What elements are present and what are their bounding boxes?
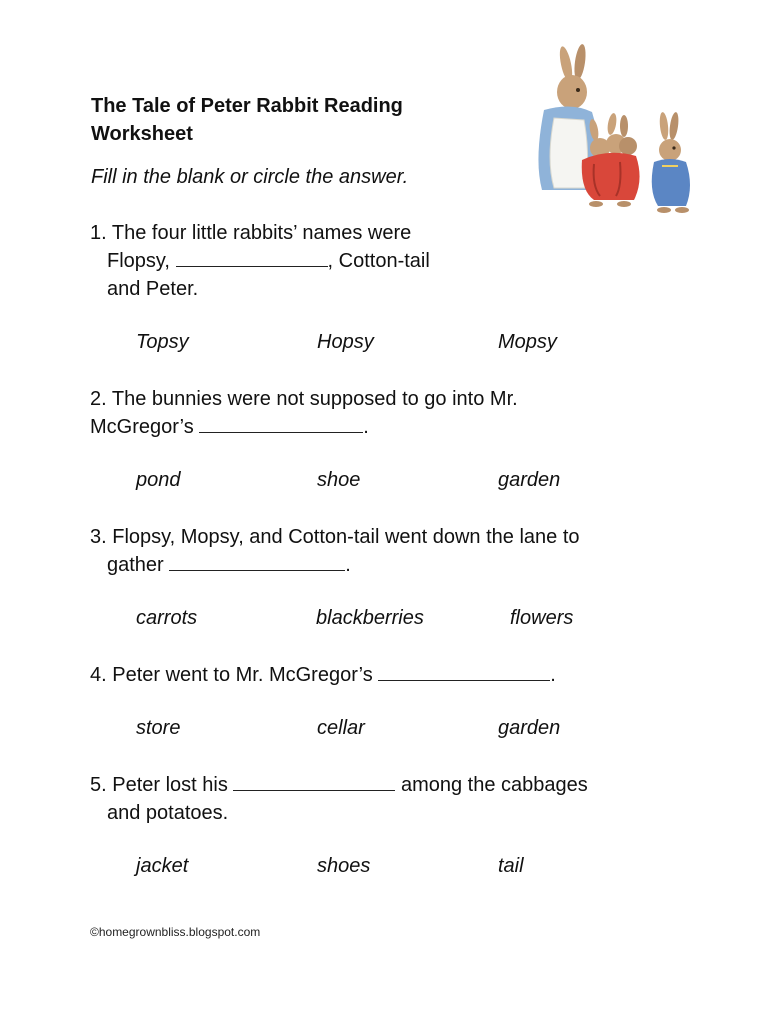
choice-option[interactable]: cellar xyxy=(317,717,365,739)
question-2-choices xyxy=(0,469,768,497)
question-text: . xyxy=(345,554,351,576)
choice-option[interactable]: shoe xyxy=(317,469,361,491)
copyright-footer: ©homegrownbliss.blogspot.com xyxy=(90,925,261,939)
question-text: Flopsy, xyxy=(107,250,170,272)
choice-option[interactable]: garden xyxy=(498,717,561,739)
choice-option[interactable]: flowers xyxy=(510,607,574,629)
question-1-line-3: and Peter. xyxy=(107,278,199,300)
question-text: McGregor’s xyxy=(90,416,194,438)
question-2-line-2 xyxy=(90,413,690,441)
choice-option[interactable]: Hopsy xyxy=(317,331,374,353)
question-text: among the cabbages xyxy=(400,774,588,796)
question-text: , Cotton-tail xyxy=(327,250,430,272)
choice-option[interactable]: carrots xyxy=(136,607,198,629)
choice-option[interactable]: blackberries xyxy=(316,607,424,629)
question-5 xyxy=(90,771,690,827)
question-text: 5. Peter lost his xyxy=(90,774,228,796)
choice-option[interactable]: tail xyxy=(498,855,524,877)
choice-option[interactable]: store xyxy=(136,717,181,739)
question-text: gather xyxy=(107,554,164,576)
instructions: Fill in the blank or circle the answer. xyxy=(91,166,409,188)
question-1-choices xyxy=(0,331,768,359)
question-3-line-1: 3. Flopsy, Mopsy, and Cotton-tail went down the lane to xyxy=(90,526,580,548)
question-2 xyxy=(90,385,690,441)
question-4-line-1 xyxy=(90,661,690,689)
answer-blank[interactable] xyxy=(199,414,363,433)
choice-option[interactable]: Mopsy xyxy=(498,331,557,353)
choice-option[interactable]: jacket xyxy=(136,855,189,877)
question-1 xyxy=(90,219,690,303)
choice-option[interactable]: garden xyxy=(498,469,561,491)
choice-option[interactable]: Topsy xyxy=(136,331,189,353)
question-text: . xyxy=(550,664,556,686)
question-4 xyxy=(90,661,690,689)
question-1-line-1: 1. The four little rabbits’ names were xyxy=(90,222,412,244)
worksheet-title: The Tale of Peter Rabbit Reading Worksheet xyxy=(91,95,403,145)
question-3-line-2 xyxy=(90,551,690,579)
answer-blank[interactable] xyxy=(233,772,395,791)
rabbit-family-illustration xyxy=(524,40,714,220)
answer-blank[interactable] xyxy=(378,662,550,681)
choice-option[interactable]: shoes xyxy=(317,855,371,877)
choice-option[interactable]: pond xyxy=(136,469,181,491)
answer-blank[interactable] xyxy=(169,552,345,571)
question-text: . xyxy=(363,416,369,438)
question-3 xyxy=(90,523,690,579)
question-text: 4. Peter went to Mr. McGregor’s xyxy=(90,664,373,686)
question-2-line-1: 2. The bunnies were not supposed to go into Mr. xyxy=(90,388,518,410)
question-1-line-2 xyxy=(90,247,690,275)
question-3-choices xyxy=(0,607,768,635)
answer-blank[interactable] xyxy=(176,248,328,267)
question-5-line-2: and potatoes. xyxy=(107,802,229,824)
question-5-line-1 xyxy=(90,771,690,799)
question-5-choices xyxy=(0,855,768,883)
question-4-choices xyxy=(0,717,768,745)
